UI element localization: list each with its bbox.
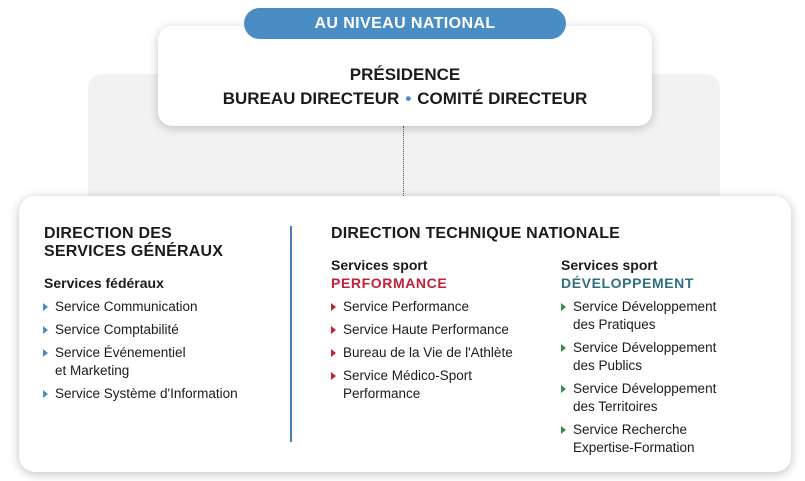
development-services-list <box>561 298 781 457</box>
list-item: Service Développement des Territoires <box>561 380 781 416</box>
list-item: Service Événementiel et Marketing <box>43 344 283 380</box>
arrow-icon <box>43 303 48 311</box>
list-item: Service Système d'Information <box>43 385 283 403</box>
arrow-icon <box>561 303 566 311</box>
presidency-subtitle <box>158 88 652 110</box>
arrow-icon <box>331 303 336 311</box>
development-subtitle: Services sport DÉVELOPPEMENT <box>561 257 695 291</box>
general-title-line2: SERVICES GÉNÉRAUX <box>44 243 224 260</box>
bureau-directeur-label: BUREAU DIRECTEUR <box>222 89 400 108</box>
list-item: Service Haute Performance <box>331 321 546 339</box>
presidency-title: PRÉSIDENCE <box>349 65 461 84</box>
list-item: Service Performance <box>331 298 546 316</box>
list-item: Service Recherche Expertise-Formation <box>561 421 781 457</box>
separator-dot: • <box>405 89 412 108</box>
column-separator <box>290 226 292 442</box>
connector-line <box>403 126 404 196</box>
general-subtitle: Services fédéraux <box>44 275 164 291</box>
comite-directeur-label: COMITÉ DIRECTEUR <box>417 89 588 108</box>
arrow-icon <box>561 385 566 393</box>
list-item: Bureau de la Vie de l'Athlète <box>331 344 546 362</box>
list-item: Service Développement des Pratiques <box>561 298 781 334</box>
arrow-icon <box>43 390 48 398</box>
performance-tag: PERFORMANCE <box>331 275 448 291</box>
arrow-icon <box>331 349 336 357</box>
arrow-icon <box>43 326 48 334</box>
arrow-icon <box>561 344 566 352</box>
performance-services-list <box>331 298 546 403</box>
list-item: Service Développement des Publics <box>561 339 781 375</box>
arrow-icon <box>331 372 336 380</box>
list-item: Service Comptabilité <box>43 321 283 339</box>
technical-direction-title: DIRECTION TECHNIQUE NATIONALE <box>331 225 621 242</box>
development-tag: DÉVELOPPEMENT <box>561 275 695 291</box>
performance-subtitle: Services sport PERFORMANCE <box>331 257 448 291</box>
list-item: Service Médico-Sport Performance <box>331 367 546 403</box>
arrow-icon <box>43 349 48 357</box>
national-level-pill: AU NIVEAU NATIONAL <box>244 8 566 39</box>
general-title-line1: DIRECTION DES <box>44 225 172 242</box>
arrow-icon <box>561 426 566 434</box>
general-services-list <box>43 298 283 403</box>
list-item: Service Communication <box>43 298 283 316</box>
arrow-icon <box>331 326 336 334</box>
general-direction-title <box>44 225 223 261</box>
